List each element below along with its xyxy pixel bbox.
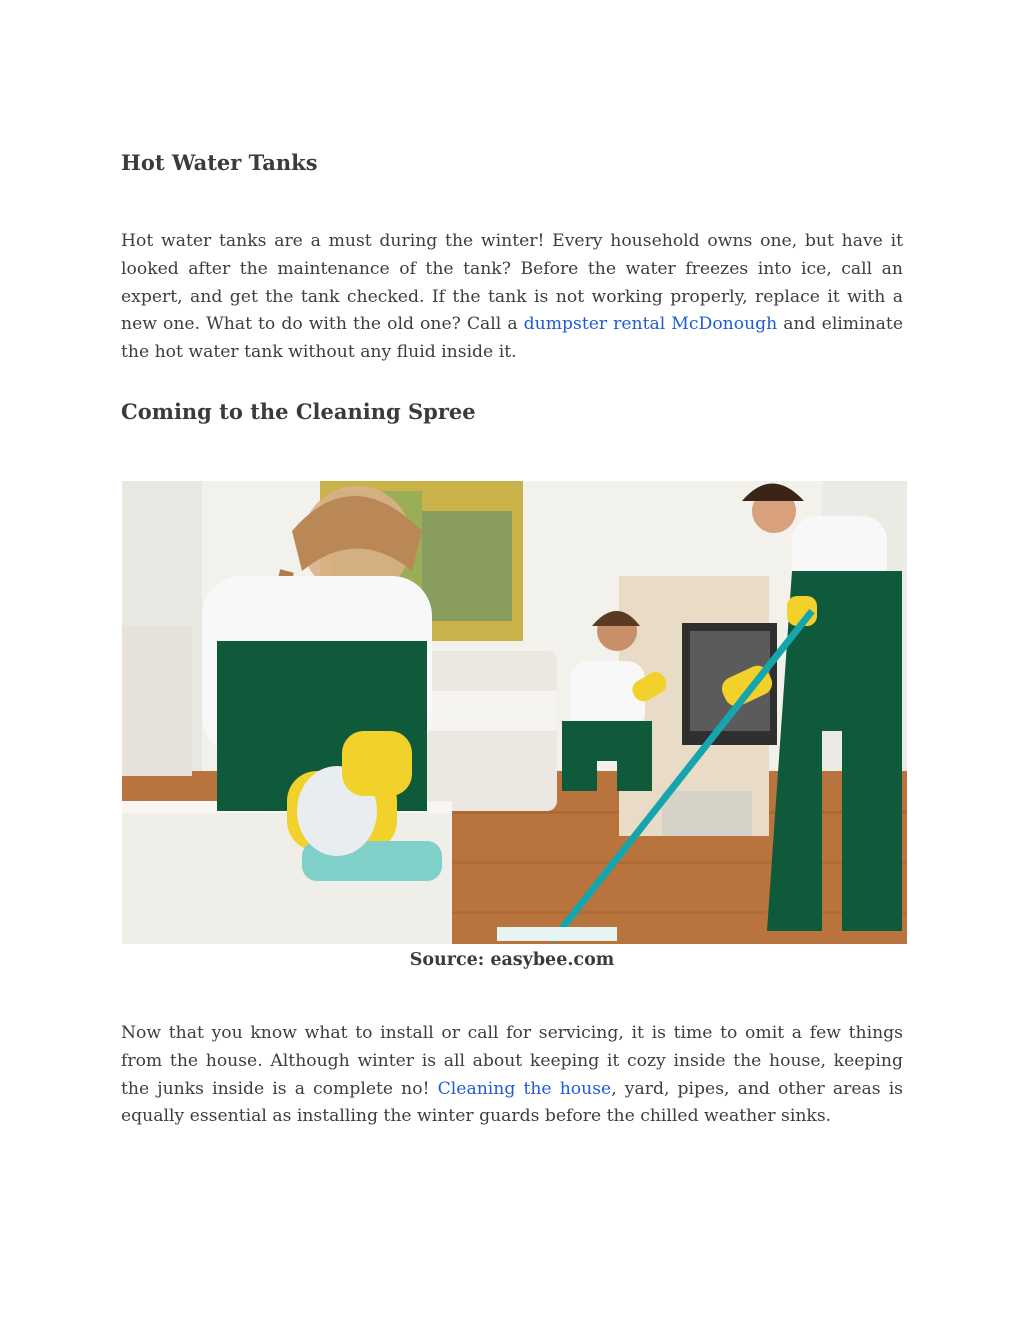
paragraph-text: , yard, pipes, and other areas is equally essential as installing the winter guards before the chilled weather sinks. (121, 1078, 904, 1127)
cleaning-photo-illustration (122, 481, 907, 944)
cleaning-the-house-link[interactable]: Cleaning the house (437, 1078, 612, 1099)
cleaning-spree-paragraph (121, 1020, 903, 1131)
hot-water-tanks-paragraph (121, 228, 903, 367)
image-caption: Source: easybee.com (409, 950, 615, 970)
section-heading-hot-water-tanks: Hot Water Tanks (121, 150, 318, 175)
cleaning-photo (122, 481, 907, 944)
section-heading-cleaning-spree: Coming to the Cleaning Spree (121, 399, 476, 424)
paragraph-text: and eliminate the hot water tank without any fluid inside it. (121, 314, 903, 363)
dumpster-rental-link[interactable]: dumpster rental McDonough (523, 314, 778, 335)
paragraph-text: Now that you know what to install or call for servicing, it is time to omit a few things from the house. Although winter is all about keeping it cozy inside the house, keeping the junks inside is a complete no! (121, 1023, 903, 1099)
paragraph-text: Hot water tanks are a must during the winter! Every household owns one, but have it looked after the maintenance of the tank? Before the water freezes into ice, call an expert, and get the tank checked. If the tank is not working properly, replace it with a new one. What to do with the old one? Call a (121, 231, 903, 335)
